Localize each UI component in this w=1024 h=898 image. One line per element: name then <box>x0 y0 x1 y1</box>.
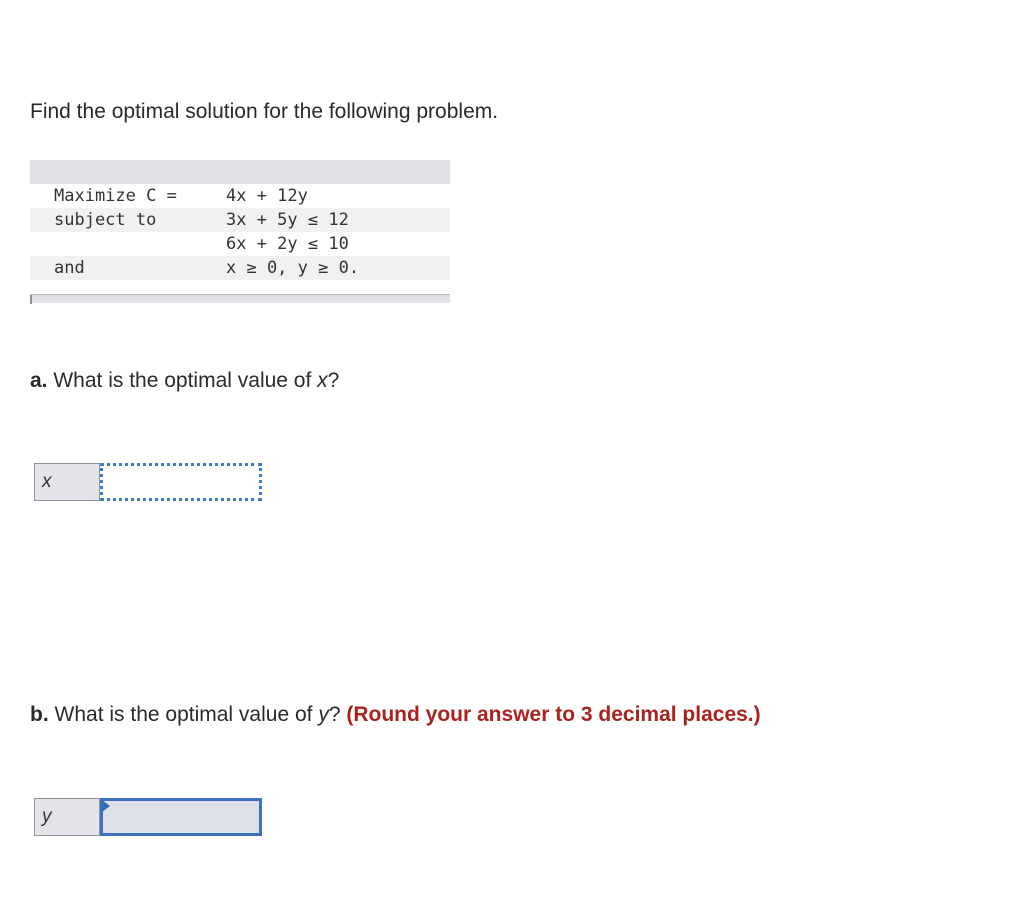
question-a-text: What is the optimal value of <box>53 369 312 392</box>
question-b-text: What is the optimal value of <box>54 703 313 726</box>
answer-a-input[interactable] <box>100 463 262 501</box>
problem-intro: Find the optimal solution for the following problem. <box>30 100 499 123</box>
objective-row <box>30 184 450 208</box>
answer-b-label: y <box>34 798 100 836</box>
lp-problem-table <box>30 160 450 303</box>
constraint-expression-1: 3x + 5y ≤ 12 <box>226 210 349 230</box>
table-top-bar <box>30 160 450 184</box>
nonnegativity-expression: x ≥ 0, y ≥ 0. <box>226 258 360 278</box>
focus-flag-icon <box>102 800 110 812</box>
answer-a-label: x <box>34 463 100 501</box>
constraint-expression-2: 6x + 2y ≤ 10 <box>226 234 349 254</box>
nonnegativity-row <box>30 256 450 280</box>
table-corner-tick <box>30 295 32 304</box>
question-b-letter: b. <box>30 703 49 726</box>
rounding-note: (Round your answer to 3 decimal places.) <box>346 703 761 726</box>
question-a-letter: a. <box>30 369 48 392</box>
constraint-label: subject to <box>54 210 157 230</box>
constraint-row-1 <box>30 208 450 232</box>
objective-label: Maximize C = <box>54 186 177 206</box>
question-a-end: ? <box>327 369 340 392</box>
nonnegativity-label: and <box>54 258 85 278</box>
question-a <box>30 369 339 393</box>
objective-expression: 4x + 12y <box>226 186 308 206</box>
question-b-end: ? <box>328 703 341 726</box>
question-b <box>30 703 761 727</box>
table-bottom-bar <box>30 294 450 303</box>
answer-b-input[interactable] <box>100 798 262 836</box>
question-a-var: x <box>317 369 328 392</box>
constraint-row-2 <box>30 232 450 256</box>
question-b-var: y <box>318 703 329 726</box>
